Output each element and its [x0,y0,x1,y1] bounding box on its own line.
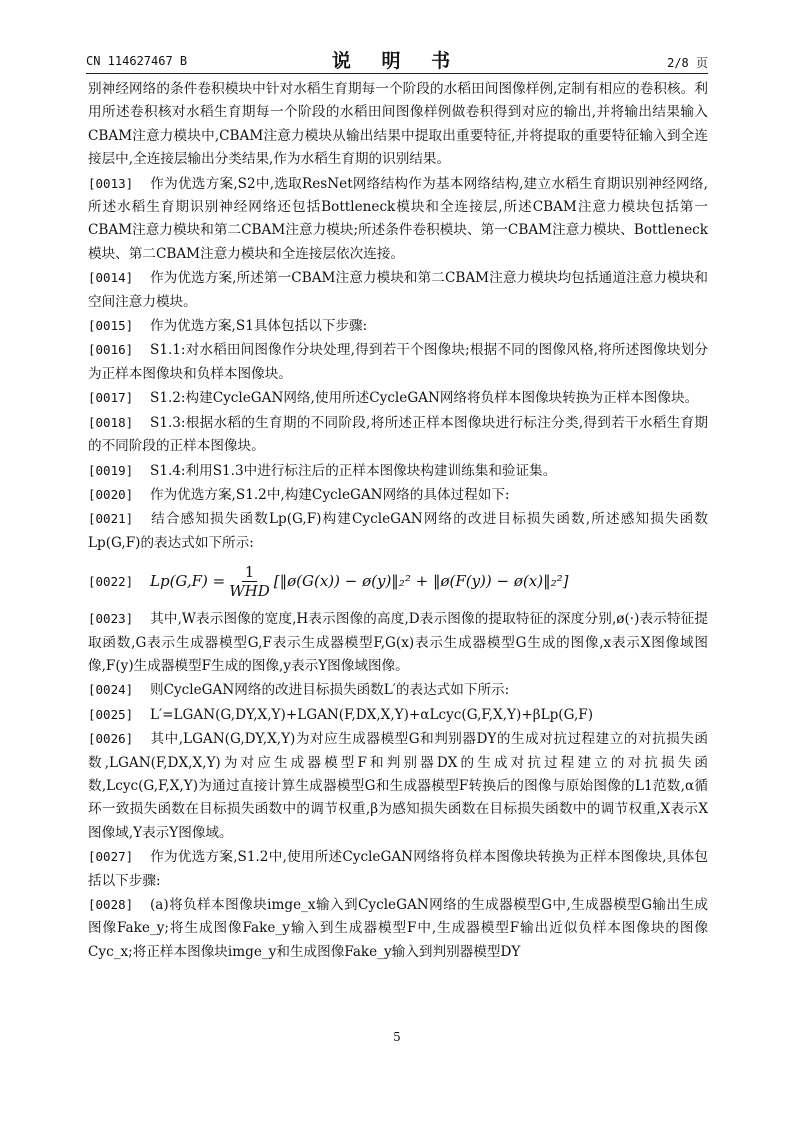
paragraph-number: [0020] [88,486,134,502]
paragraph-0017 [88,386,708,410]
paragraph-0023 [88,607,708,678]
paragraph-number: [0021] [88,511,134,527]
formula-rhs: [‖ø(G(x)) − ø(y)‖₂² + ‖ø(F(y)) − ø(x)‖₂²] [273,572,569,591]
paragraph-number: [0023] [88,611,134,627]
fraction-denominator: WHD [229,581,270,600]
paragraph-text: 作为优选方案,S1具体包括以下步骤: [150,318,368,335]
paragraph-0026 [88,727,708,845]
paragraph-text: S1.1:对水稻田间图像作分块处理,得到若干个图像块;根据不同的图像风格,将所述图像块划分为正样本图像块和负样本图像块。 [88,342,708,382]
paragraph-number: [0018] [88,414,134,430]
paragraph-number: [0014] [88,270,134,286]
page-number: 5 [393,1030,401,1044]
paragraph-number: [0013] [88,175,134,191]
document-title: 说 明 书 [331,50,463,72]
paragraph-number: [0025] [88,706,134,722]
page-indicator: 2/8 页 [667,56,708,70]
paragraph-text: 作为优选方案,S1.2中,构建CycleGAN网络的具体过程如下: [150,486,510,503]
paragraph-number: [0022] [88,573,134,589]
paragraph-number: [0027] [88,849,134,865]
paragraph-0022 [88,557,708,605]
paragraph-text: 作为优选方案,S2中,选取ResNet网络结构作为基本网络结构,建立水稻生育期识别神经网络,所述水稻生育期识别神经网络还包括Bottleneck模块和全连接层,所述CBAM注意力模块包括第一CBAM注意力模块和第二CBAM注意力模块;所述条件卷积模块、第一CBAM注意力模块、Bottleneck模块、第二CBAM注意力模块和全连接层依次连接。 [88,175,708,262]
paragraph-text: S1.4:利用S1.3中进行标注后的正样本图像块构建训练集和验证集。 [150,462,557,479]
paragraph-number: [0016] [88,342,134,358]
continued-paragraph: 别神经网络的条件卷积模块中针对水稻生育期每一个阶段的水稻田间图像样例,定制有相应的卷积核。利用所述卷积核对水稻生育期每一个阶段的水稻田间图像样例做卷积得到对应的输出,并将输出结果输入CBAM注意力模块中,CBAM注意力模块从输出结果中提取出重要特征,并将提取的重要特征输入到全连接层中,全连接层输出分类结果,作为水稻生育期的识别结果。 [88,81,708,168]
paragraph-number: [0019] [88,462,134,478]
paragraph-0014 [88,266,708,314]
paragraph-text: 作为优选方案,所述第一CBAM注意力模块和第二CBAM注意力模块均包括通道注意力模块和空间注意力模块。 [88,270,708,310]
perceptual-loss-formula [150,563,568,600]
paragraph-0027 [88,845,708,893]
paragraph-number: [0024] [88,682,134,698]
page-header [86,42,708,72]
header-rule [86,73,708,74]
paragraph-number: [0017] [88,390,134,406]
paragraph-0025 [88,703,708,727]
paragraph-0016 [88,338,708,386]
paragraph-text: 其中,LGAN(G,DY,X,Y)为对应生成器模型G和判别器DY的生成对抗过程建立的对抗损失函数,LGAN(F,DX,X,Y)为对应生成器模型F和判别器DX的生成对抗过程建立的对抗损失函数,Lcyc(G,F,X,Y)为通过直接计算生成器模型G和生成器模型F转换后的图像与原始图像的L1范数,α循环一致损失函数在目标损失函数中的调节权重,β为感知损失函数在目标损失函数中的调节权重,X表示X图像域,Y表示Y图像域。 [88,731,708,841]
patent-number: CN 114627467 B [86,54,188,68]
paragraph-text: 作为优选方案,S1.2中,使用所述CycleGAN网络将负样本图像块转换为正样本图像块,具体包括以下步骤: [88,849,708,889]
paragraph-0028 [88,893,708,964]
paragraph-0015 [88,314,708,338]
document-body [88,78,708,964]
paragraph-text: S1.3:根据水稻的生育期的不同阶段,将所述正样本图像块进行标注分类,得到若干水稻生育期的不同阶段的正样本图像块。 [88,414,708,455]
paragraph-text: L′=LGAN(G,DY,X,Y)+LGAN(F,DX,X,Y)+αLcyc(G,F,X,Y)+βLp(G,F) [150,706,594,723]
formula-lhs: Lp(G,F) = [150,572,226,591]
formula-fraction [229,563,270,600]
paragraph-number: [0028] [88,897,134,912]
paragraph-text: (a)将负样本图像块imge_x输入到CycleGAN网络的生成器模型G中,生成器模型G输出生成图像Fake_y;将生成图像Fake_y输入到生成器模型F中,生成器模型F输出近似负样本图像块的图像Cyc_x;将正样本图像块imge_y和生成图像Fake_y输入到判别器模型DY [88,897,708,960]
paragraph-0018 [88,411,708,459]
paragraph-number: [0015] [88,318,134,334]
paragraph-text: 其中,W表示图像的宽度,H表示图像的高度,D表示图像的提取特征的深度分别,ø(·)表示特征提取函数,G表示生成器模型G,F表示生成器模型F,G(x)表示生成器模型G生成的图像,x表示X图像域图像,F(y)生成器模型F生成的图像,y表示Y图像域图像。 [88,611,708,674]
paragraph-0013 [88,172,708,267]
paragraph-0021 [88,507,708,555]
paragraph-0020 [88,483,708,507]
paragraph-text: 结合感知损失函数Lp(G,F)构建CycleGAN网络的改进目标损失函数,所述感知损失函数Lp(G,F)的表达式如下所示: [88,511,708,551]
paragraph-text: S1.2:构建CycleGAN网络,使用所述CycleGAN网络将负样本图像块转换为正样本图像块。 [150,390,699,407]
fraction-numerator: 1 [242,563,258,582]
paragraph-0024 [88,678,708,702]
paragraph-text: 则CycleGAN网络的改进目标损失函数L′的表达式如下所示: [150,682,510,699]
paragraph-number: [0026] [88,731,134,747]
paragraph-0019 [88,459,708,483]
